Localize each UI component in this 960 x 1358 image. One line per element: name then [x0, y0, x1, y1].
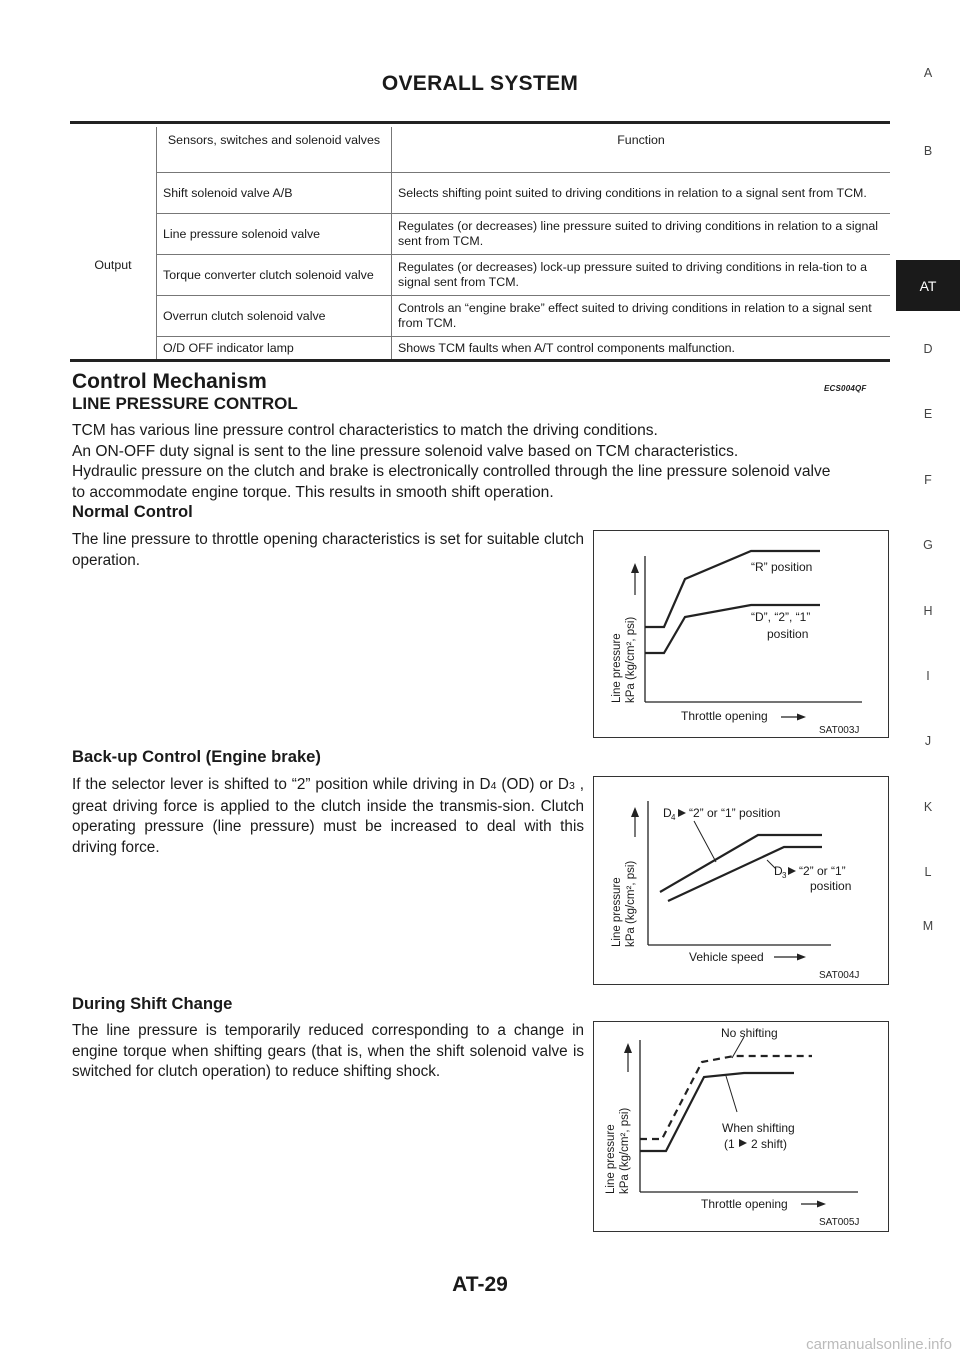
label-d3-sub: 3 — [782, 871, 787, 880]
side-tab-f[interactable]: F — [924, 473, 932, 487]
figure-code: SAT003J — [819, 725, 860, 736]
side-tab-b[interactable]: B — [923, 144, 933, 158]
y-arrow-head-icon — [631, 563, 639, 573]
table-row — [70, 214, 890, 255]
table-cell-item: Torque converter clutch solenoid valve — [157, 255, 392, 296]
normal-control-text: The line pressure to throttle opening characteristics is set for suitable clutch operation. — [72, 531, 584, 569]
spec-table — [70, 127, 890, 362]
intro-line: TCM has various line pressure control characteristics to match the driving conditions. — [72, 422, 658, 439]
intro-line: to accommodate engine torque. This results in smooth shift operation. — [72, 483, 554, 501]
label-d3-position-1: “2” or “1” — [799, 864, 846, 878]
side-tab-e[interactable]: E — [923, 407, 933, 421]
backup-text-part: (OD) or D — [496, 776, 569, 793]
y-axis-label-1: Line pressure — [611, 877, 623, 947]
table-cell-item: Shift solenoid valve A/B — [157, 173, 392, 214]
page-title: OVERALL SYSTEM — [381, 72, 579, 95]
y-arrow-head-icon — [631, 807, 639, 817]
table-row — [70, 173, 890, 214]
label-when-shifting-2b: 2 shift) — [751, 1137, 788, 1151]
table-group-label: Output — [70, 173, 157, 361]
shift-arrow-icon — [678, 809, 686, 817]
backup-sub-4: 4 — [490, 780, 497, 792]
side-tab-j[interactable]: J — [924, 734, 932, 748]
intro-line: An ON-OFF duty signal is sent to the line pressure solenoid valve based on TCM characteristics. — [72, 442, 739, 460]
side-tab-at-active[interactable] — [896, 260, 960, 311]
label-when-shifting-1: When shifting — [722, 1121, 795, 1135]
intro-line: Hydraulic pressure on the clutch and brake is electronically controlled through the line pressure solenoid valve — [72, 463, 831, 480]
y-axis-label-2: kPa (kg/cm², psi) — [619, 1107, 631, 1194]
x-axis-label: Vehicle speed — [689, 950, 764, 964]
backup-sub-3: 3 — [568, 780, 575, 792]
curve-d4 — [660, 835, 822, 892]
table-header-col2: Function — [392, 127, 891, 173]
page-number: AT-29 — [452, 1273, 508, 1296]
label-d-position-1: “D”, “2”, “1” — [751, 610, 811, 624]
figure-code: SAT004J — [819, 970, 860, 981]
top-rule — [70, 121, 890, 124]
section-code: ECS004QF — [824, 384, 867, 393]
side-tab-m[interactable]: M — [922, 919, 934, 933]
table-row — [70, 255, 890, 296]
intro-paragraph — [72, 421, 902, 503]
backup-text-part: If the selector lever is shifted to “2” position while driving in D — [72, 776, 491, 793]
backup-text-part: , great driving force is applied to the clutch inside the transmis-sion. Clutch operating pressure (line pressure) must be increased to deal with this driving force. — [72, 776, 584, 856]
shift-arrow-icon — [739, 1139, 747, 1147]
side-tab-h[interactable]: H — [923, 604, 933, 618]
watermark: carmanualsonline.info — [806, 1336, 952, 1353]
y-axis-label-2: kPa (kg/cm², psi) — [625, 860, 637, 947]
table-row — [70, 296, 890, 337]
x-arrow-head-icon — [797, 954, 806, 961]
backup-control-text — [72, 775, 584, 858]
label-when-shifting-2a: (1 — [724, 1137, 735, 1151]
table-header-row — [70, 127, 890, 173]
x-axis-label: Throttle opening — [701, 1197, 788, 1211]
y-axis-label-1: Line pressure — [611, 633, 623, 703]
x-arrow-head-icon — [817, 1201, 826, 1208]
table-header-col1: Sensors, switches and solenoid valves — [157, 127, 392, 173]
section-title: Control Mechanism — [72, 370, 267, 393]
side-tab-l[interactable]: L — [924, 865, 932, 879]
side-tab-d[interactable]: D — [923, 342, 933, 356]
table-header-blank — [70, 127, 157, 173]
x-axis-label: Throttle opening — [681, 709, 768, 723]
label-d4-letter: D — [663, 806, 672, 820]
table-cell-function: Selects shifting point suited to driving conditions in relation to a signal sent from TCM. — [392, 173, 891, 214]
label-r-position: “R” position — [751, 560, 813, 574]
y-arrow-head-icon — [624, 1043, 632, 1053]
side-tab-g[interactable]: G — [923, 538, 933, 552]
label-d4-sub: 4 — [671, 813, 676, 822]
x-arrow-head-icon — [797, 714, 806, 721]
table-cell-function: Shows TCM faults when A/T control components malfunction. — [392, 337, 891, 361]
table-cell-item: O/D OFF indicator lamp — [157, 337, 392, 361]
leader-d4 — [694, 821, 716, 862]
leader-no-shifting — [732, 1037, 744, 1058]
label-d-position-2: position — [767, 627, 809, 641]
figure-code: SAT005J — [819, 1217, 860, 1228]
table-cell-function: Controls an “engine brake” effect suited to driving conditions in relation to a signal sent from TCM. — [392, 296, 891, 337]
shift-change-text: The line pressure is temporarily reduced corresponding to a change in engine torque when shifting gears (that is, when the shift solenoid valve is switched for clutch operation) to reduce shifting shock. — [72, 1022, 584, 1080]
figure-backup-control — [593, 776, 889, 985]
side-tab-a[interactable]: A — [923, 66, 933, 80]
shift-arrow-icon — [788, 867, 796, 875]
shift-change-heading: During Shift Change — [72, 994, 233, 1013]
label-d4-position: “2” or “1” position — [689, 806, 781, 820]
side-tab-k[interactable]: K — [923, 800, 933, 814]
table-cell-item: Overrun clutch solenoid valve — [157, 296, 392, 337]
table-cell-function: Regulates (or decreases) line pressure suited to driving conditions in relation to a signal sent from TCM. — [392, 214, 891, 255]
table-cell-function: Regulates (or decreases) lock-up pressure suited to driving conditions in rela-tion to a signal sent from TCM. — [392, 255, 891, 296]
normal-control-heading: Normal Control — [72, 502, 193, 521]
section-subtitle: LINE PRESSURE CONTROL — [72, 394, 298, 413]
label-d3-position-2: position — [810, 879, 852, 893]
table-cell-item: Line pressure solenoid valve — [157, 214, 392, 255]
figure-normal-control — [593, 530, 889, 738]
backup-control-heading: Back-up Control (Engine brake) — [72, 747, 321, 766]
y-axis-label-1: Line pressure — [605, 1124, 617, 1194]
figure-shift-change — [593, 1021, 889, 1232]
y-axis-label-2: kPa (kg/cm², psi) — [625, 616, 637, 703]
label-d3-letter: D — [774, 864, 783, 878]
table-row — [70, 337, 890, 361]
leader-when-shifting — [726, 1076, 737, 1112]
side-tab-at-label: AT — [919, 277, 937, 294]
side-tab-i[interactable]: I — [926, 669, 930, 683]
label-no-shifting: No shifting — [721, 1026, 778, 1040]
